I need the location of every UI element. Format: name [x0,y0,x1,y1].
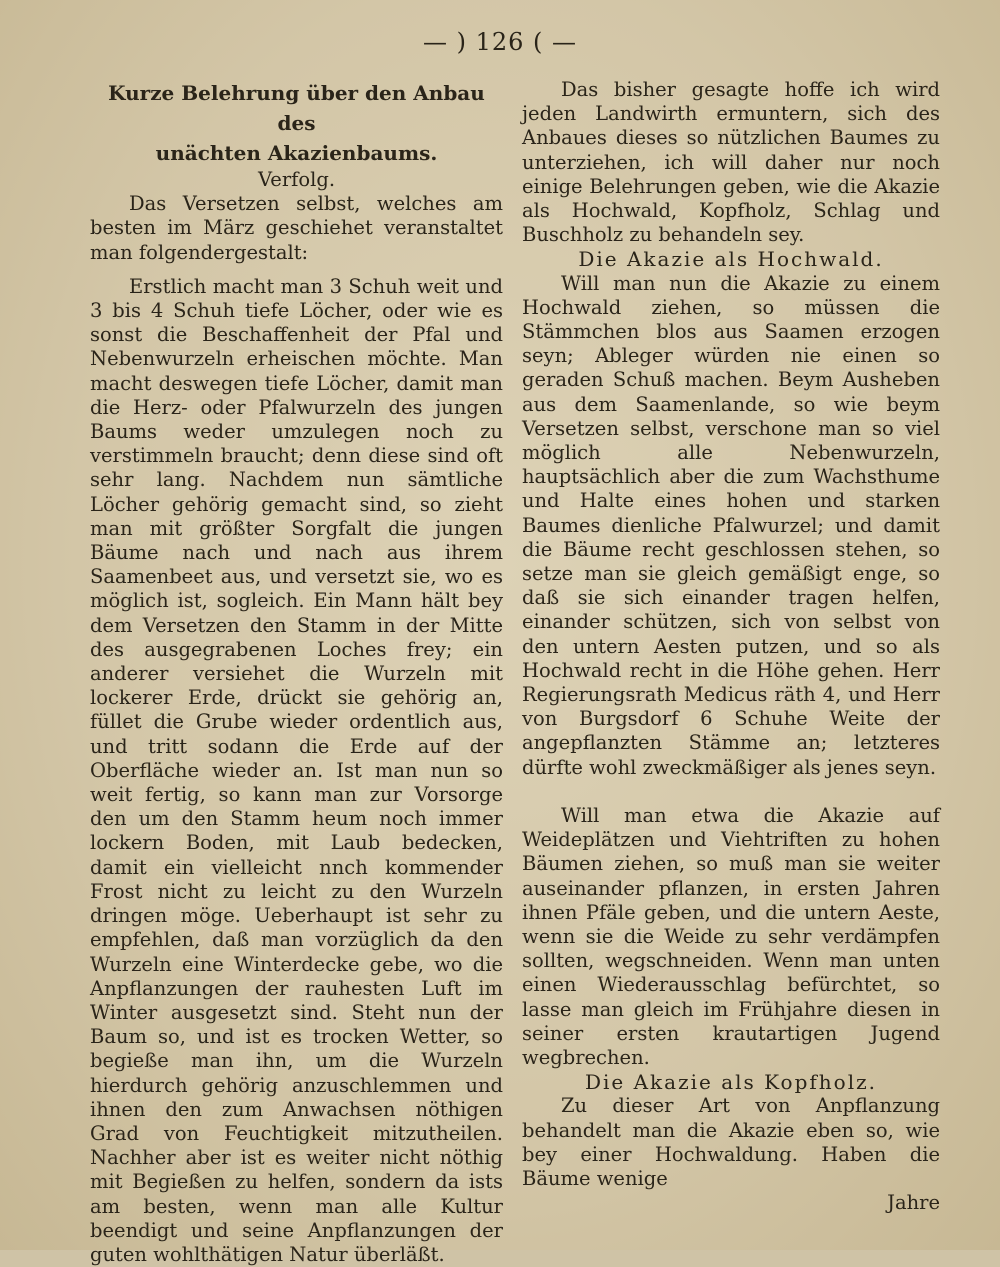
paragraph: Zu dieser Art von Anpflanzung behandelt man die Akazie eben so, wie bey einer Hochwaldung. Haben die Bäume wenige [522,1094,940,1190]
paragraph: Erstlich macht man 3 Schuh weit und 3 bis 4 Schuh tiefe Löcher, oder wie es sonst die Beschaffenheit der Pfal und Nebenwurzeln erheischen möchte. Man macht deswegen tiefe Löcher, damit man die Herz- oder Pfalwurzeln des jungen Baums weder umzulegen noch zu verstimmeln braucht; denn diese sind oft sehr lang. Nachdem nun sämtliche Löcher gehörig gemacht sind, so zieht man mit größter Sorgfalt die jungen Bäume nach und nach aus ihrem Saamenbeet aus, und versetzt sie, wo es möglich ist, sogleich. Ein Mann hält bey dem Versetzen den Stamm in der Mitte des ausgegrabenen Loches frey; ein anderer versiehet die Wurzeln mit lockerer Erde, drückt sie gehörig an, füllet die Grube wieder ordentlich aus, und tritt sodann die Erde auf der Oberfläche wieder an. Ist man nun so weit fertig, so kann man zur Vorsorge den um den Stamm heum noch immer lockern Boden, mit Laub bedecken, damit ein vielleicht nnch kommender Frost nicht zu leicht zu den Wurzeln dringen möge. Ueberhaupt ist sehr zu empfehlen, daß man vorzüglich da den Wurzeln eine Winterdecke gebe, wo die Anpflanzungen der rauhesten Luft im Winter ausgesetzt sind. Steht nun der Baum so, und ist es trocken Wetter, so begieße man ihn, um die Wurzeln hierdurch gehörig anzuschlemmen und ihnen den zum Anwachsen nöthigen Grad von Feuchtigkeit mitzutheilen. Nachher aber ist es weiter nicht nöthig mit Begießen zu helfen, sondern da ists am besten, wenn man alle Kultur beendigt und seine Anpflanzungen der guten wohlthätigen Natur überläßt. [90,274,503,1266]
article-subtitle: Verfolg. [257,168,336,191]
paragraph-gap [522,780,940,804]
paragraph: Das Versetzen selbst, welches am besten im März geschiehet veranstaltet man folgendergestalt: [90,192,503,264]
catchword: Jahre [887,1191,940,1215]
section-heading-hochwald: Die Akazie als Hochwald. [578,247,884,272]
left-column [90,78,503,1267]
section-heading-kopfholz: Die Akazie als Kopfholz. [584,1070,878,1095]
right-column [522,78,940,1215]
paragraph: Will man etwa die Akazie auf Weideplätzen und Viehtriften zu hohen Bäumen ziehen, so muß man sie weiter auseinander pflanzen, in ersten Jahren ihnen Pfäle geben, und die untern Aeste, wenn sie die Weide zu sehr verdämpfen sollten, wegschneiden. Wenn man unten einen Wiederausschlag befürchtet, so lasse man gleich im Frühjahre diesen in seiner ersten krautartigen Jugend wegbrechen. [522,803,940,1069]
article-title-line1: Kurze Belehrung über den Anbau des [108,81,485,135]
paragraph: Will man nun die Akazie zu einem Hochwald ziehen, so müssen die Stämmchen blos aus Saamen erzogen seyn; Ableger würden nie einen so geraden Schuß machen. Beym Ausheben aus dem Saamenlande, so wie beym Versetzen selbst, verschone man so viel möglich alle Nebenwurzeln, hauptsächlich aber die zum Wachsthume und Halte eines hohen und starken Baumes dienliche Pfalwurzel; und damit die Bäume recht geschlossen stehen, so setze man sie gleich gemäßigt enge, so daß sie sich einander tragen helfen, einander schützen, sich von selbst von den untern Aesten putzen, und so als Hochwald recht in die Höhe gehen. Herr Regierungsrath Medicus räth 4, und Herr von Burgsdorf 6 Schuhe Weite der angepflanzten Stämme an; letzteres dürfte wohl zweckmäßiger als jenes seyn. [522,271,940,779]
paragraph: Das bisher gesagte hoffe ich wird jeden Landwirth ermuntern, sich des Anbaues dieses so nützlichen Baumes zu unterziehen, ich will daher nur noch einige Belehrungen geben, wie die Akazie als Hochwald, Kopfholz, Schlag und Buschholz zu behandeln sey. [522,78,940,247]
article-title-line2: unächten Akazienbaums. [155,141,438,165]
page-number: — ) 126 ( — [422,28,578,56]
